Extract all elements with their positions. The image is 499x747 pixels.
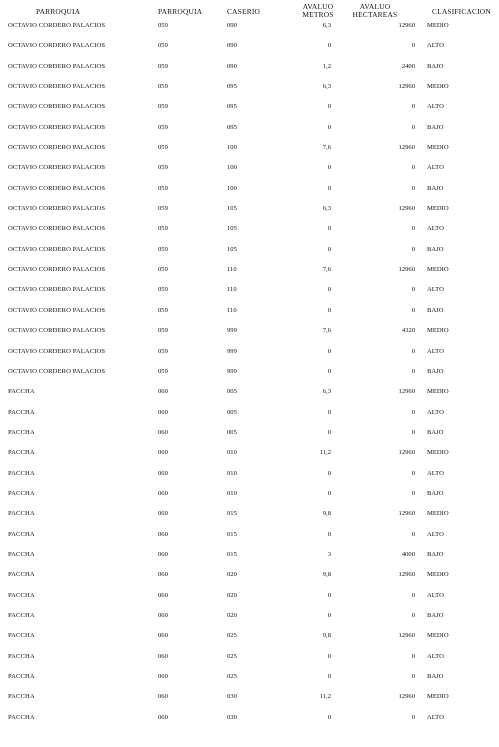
cell-parroquia: OCTAVIO CORDERO PALACIOS [8, 306, 106, 314]
cell-avaluo-hectareas: 0 [411, 652, 415, 660]
table-row [0, 405, 499, 425]
table-row [0, 608, 499, 628]
cell-caserio: 005 [227, 388, 237, 396]
cell-avaluo-hectareas: 12960 [398, 449, 415, 457]
cell-caserio: 025 [227, 652, 237, 660]
table-row [0, 466, 499, 486]
cell-codigo: 059 [158, 347, 168, 355]
cell-avaluo-hectareas: 0 [411, 347, 415, 355]
cell-clasificacion: BAJO [427, 673, 444, 680]
table-row [0, 221, 499, 241]
cell-avaluo-metros: 0 [327, 408, 331, 416]
cell-caserio: 010 [227, 489, 237, 497]
cell-codigo: 060 [158, 713, 168, 721]
cell-clasificacion: BAJO [427, 367, 444, 375]
cell-codigo: 060 [158, 632, 168, 640]
cell-avaluo-hectareas: 4320 [401, 327, 415, 335]
cell-codigo: 059 [158, 103, 168, 111]
cell-caserio: 015 [227, 530, 237, 538]
cell-parroquia: PACCHA [8, 408, 35, 416]
cell-codigo: 060 [158, 388, 168, 396]
header-caserio: CASERIO [227, 7, 261, 16]
cell-avaluo-metros: 7,6 [322, 266, 331, 274]
cell-codigo: 059 [158, 245, 168, 253]
cell-parroquia: OCTAVIO CORDERO PALACIOS [8, 42, 106, 50]
cell-caserio: 015 [227, 510, 237, 518]
cell-codigo: 060 [158, 550, 168, 558]
cell-avaluo-hectareas: 0 [411, 184, 415, 192]
header-parroquia-name: PARROQUIA [36, 7, 81, 16]
cell-codigo: 060 [158, 510, 168, 518]
cell-avaluo-hectareas: 0 [411, 42, 415, 50]
header-avaluo-hectareas-line2: HECTAREAS [352, 10, 398, 19]
cell-clasificacion: ALTO [427, 103, 444, 111]
cell-avaluo-hectareas: 0 [411, 489, 415, 497]
cell-parroquia: OCTAVIO CORDERO PALACIOS [8, 205, 106, 213]
cell-parroquia: OCTAVIO CORDERO PALACIOS [8, 266, 106, 274]
cell-parroquia: OCTAVIO CORDERO PALACIOS [8, 225, 106, 233]
header-avaluo-hectareas [350, 3, 400, 19]
cell-avaluo-hectareas: 12960 [398, 22, 415, 29]
cell-parroquia: PACCHA [8, 449, 35, 457]
cell-avaluo-hectareas: 12960 [398, 693, 415, 701]
cell-clasificacion: MEDIO [427, 266, 449, 274]
cell-avaluo-hectareas: 12960 [398, 388, 415, 396]
table-row [0, 689, 499, 709]
cell-avaluo-metros: 0 [327, 713, 331, 721]
cell-parroquia: PACCHA [8, 510, 35, 518]
cell-avaluo-hectareas: 12960 [398, 632, 415, 640]
cell-clasificacion: ALTO [427, 42, 444, 50]
table-row [0, 710, 499, 730]
cell-avaluo-metros: 6,3 [322, 205, 331, 213]
cell-avaluo-metros: 0 [327, 367, 331, 375]
cell-avaluo-metros: 0 [327, 103, 331, 111]
cell-avaluo-hectareas: 12960 [398, 266, 415, 274]
cell-parroquia: OCTAVIO CORDERO PALACIOS [8, 367, 106, 375]
cell-parroquia: OCTAVIO CORDERO PALACIOS [8, 83, 106, 91]
cell-caserio: 110 [227, 306, 237, 314]
cell-avaluo-metros: 1,2 [322, 62, 331, 70]
cell-clasificacion: MEDIO [427, 693, 449, 701]
cell-clasificacion: BAJO [427, 489, 444, 497]
cell-parroquia: OCTAVIO CORDERO PALACIOS [8, 245, 106, 253]
table-row [0, 527, 499, 547]
cell-parroquia: OCTAVIO CORDERO PALACIOS [8, 62, 106, 70]
cell-avaluo-hectareas: 12960 [398, 83, 415, 91]
cell-avaluo-metros: 0 [327, 245, 331, 253]
cell-clasificacion: BAJO [427, 306, 444, 314]
table-row [0, 262, 499, 282]
cell-avaluo-metros: 0 [327, 347, 331, 355]
cell-avaluo-hectareas: 0 [411, 428, 415, 436]
cell-avaluo-metros: 0 [327, 164, 331, 172]
cell-clasificacion: ALTO [427, 225, 444, 233]
cell-caserio: 020 [227, 591, 237, 599]
cell-clasificacion: MEDIO [427, 571, 449, 579]
cell-avaluo-hectareas: 0 [411, 367, 415, 375]
cell-avaluo-hectareas: 0 [411, 245, 415, 253]
cell-avaluo-metros: 0 [327, 530, 331, 538]
cell-codigo: 060 [158, 693, 168, 701]
cell-parroquia: OCTAVIO CORDERO PALACIOS [8, 164, 106, 172]
table-row [0, 506, 499, 526]
cell-caserio: 110 [227, 266, 237, 274]
cell-avaluo-metros: 0 [327, 123, 331, 131]
cell-parroquia: PACCHA [8, 388, 35, 396]
table-row [0, 140, 499, 160]
table-row [0, 201, 499, 221]
table-row [0, 628, 499, 648]
cell-codigo: 060 [158, 591, 168, 599]
cell-clasificacion: MEDIO [427, 632, 449, 640]
table-row [0, 303, 499, 323]
cell-avaluo-hectareas: 0 [411, 123, 415, 131]
cell-clasificacion: BAJO [427, 245, 444, 253]
cell-caserio: 105 [227, 225, 237, 233]
cell-parroquia: PACCHA [8, 530, 35, 538]
cell-avaluo-hectareas: 0 [411, 306, 415, 314]
cell-clasificacion: MEDIO [427, 449, 449, 457]
cell-avaluo-hectareas: 0 [411, 103, 415, 111]
cell-avaluo-hectareas: 0 [411, 530, 415, 538]
cell-parroquia: OCTAVIO CORDERO PALACIOS [8, 103, 106, 111]
cell-clasificacion: MEDIO [427, 388, 449, 396]
cell-clasificacion: ALTO [427, 713, 444, 721]
cell-clasificacion: MEDIO [427, 327, 449, 335]
cell-caserio: 105 [227, 205, 237, 213]
cell-clasificacion: BAJO [427, 62, 444, 70]
cell-clasificacion: ALTO [427, 652, 444, 660]
cell-avaluo-metros: 0 [327, 652, 331, 660]
cell-codigo: 059 [158, 144, 168, 152]
cell-avaluo-metros: 11,2 [319, 449, 331, 457]
header-avaluo-metros-line1: AVALUO [302, 2, 334, 11]
cell-codigo: 059 [158, 306, 168, 314]
cell-avaluo-hectareas: 0 [411, 164, 415, 172]
cell-caserio: 095 [227, 103, 237, 111]
cell-avaluo-hectareas: 0 [411, 673, 415, 680]
cell-avaluo-metros: 3 [327, 550, 331, 558]
cell-parroquia: PACCHA [8, 591, 35, 599]
cell-parroquia: OCTAVIO CORDERO PALACIOS [8, 347, 106, 355]
cell-caserio: 030 [227, 693, 237, 701]
cell-codigo: 059 [158, 266, 168, 274]
table-row [0, 588, 499, 608]
table-row [0, 181, 499, 201]
table-row [0, 364, 499, 384]
cell-caserio: 015 [227, 550, 237, 558]
cell-clasificacion: ALTO [427, 164, 444, 172]
cell-avaluo-hectareas: 12960 [398, 510, 415, 518]
cell-avaluo-metros: 9,8 [322, 571, 331, 579]
cell-parroquia: OCTAVIO CORDERO PALACIOS [8, 286, 106, 294]
cell-parroquia: PACCHA [8, 713, 35, 721]
cell-avaluo-hectareas: 0 [411, 225, 415, 233]
cell-caserio: 025 [227, 673, 237, 680]
cell-clasificacion: BAJO [427, 184, 444, 192]
cell-avaluo-metros: 0 [327, 469, 331, 477]
cell-avaluo-metros: 0 [327, 591, 331, 599]
cell-clasificacion: MEDIO [427, 22, 449, 29]
cell-caserio: 100 [227, 164, 237, 172]
cell-parroquia: OCTAVIO CORDERO PALACIOS [8, 184, 106, 192]
cell-avaluo-metros: 0 [327, 42, 331, 50]
cell-caserio: 110 [227, 286, 237, 294]
cell-clasificacion: ALTO [427, 347, 444, 355]
cell-parroquia: PACCHA [8, 428, 35, 436]
header-clasificacion: CLASIFICACION [432, 7, 491, 16]
table-row [0, 242, 499, 262]
cell-codigo: 060 [158, 408, 168, 416]
table-row [0, 282, 499, 302]
cell-clasificacion: MEDIO [427, 83, 449, 91]
cell-caserio: 020 [227, 611, 237, 619]
cell-clasificacion: ALTO [427, 286, 444, 294]
cell-caserio: 105 [227, 245, 237, 253]
cell-avaluo-metros: 6,3 [322, 22, 331, 29]
cell-clasificacion: MEDIO [427, 205, 449, 213]
cell-codigo: 059 [158, 83, 168, 91]
cell-avaluo-metros: 0 [327, 286, 331, 294]
cell-parroquia: PACCHA [8, 652, 35, 660]
cell-avaluo-metros: 11,2 [319, 693, 331, 701]
cell-avaluo-metros: 0 [327, 611, 331, 619]
table-row [0, 160, 499, 180]
cell-parroquia: PACCHA [8, 571, 35, 579]
table-row [0, 38, 499, 58]
cell-avaluo-metros: 0 [327, 306, 331, 314]
cell-caserio: 999 [227, 327, 237, 335]
cell-caserio: 100 [227, 184, 237, 192]
cell-codigo: 060 [158, 489, 168, 497]
cell-caserio: 020 [227, 571, 237, 579]
table-row [0, 344, 499, 364]
cell-parroquia: PACCHA [8, 632, 35, 640]
cell-avaluo-metros: 9,8 [322, 510, 331, 518]
cell-clasificacion: BAJO [427, 550, 444, 558]
cell-clasificacion: ALTO [427, 591, 444, 599]
cell-parroquia: PACCHA [8, 550, 35, 558]
table-row [0, 323, 499, 343]
cell-caserio: 005 [227, 428, 237, 436]
cell-parroquia: PACCHA [8, 693, 35, 701]
cell-caserio: 090 [227, 42, 237, 50]
cell-codigo: 059 [158, 367, 168, 375]
cell-codigo: 060 [158, 673, 168, 680]
cell-avaluo-hectareas: 2400 [401, 62, 415, 70]
cell-avaluo-metros: 9,8 [322, 632, 331, 640]
cell-codigo: 060 [158, 530, 168, 538]
header-avaluo-hectareas-line1: AVALUO [359, 2, 391, 11]
cell-parroquia: PACCHA [8, 611, 35, 619]
cell-codigo: 060 [158, 428, 168, 436]
cell-codigo: 059 [158, 205, 168, 213]
cell-clasificacion: MEDIO [427, 144, 449, 152]
header-avaluo-metros-line2: METROS [302, 10, 334, 19]
cell-codigo: 059 [158, 184, 168, 192]
cell-codigo: 059 [158, 164, 168, 172]
cell-caserio: 005 [227, 408, 237, 416]
cell-clasificacion: ALTO [427, 408, 444, 416]
cell-clasificacion: BAJO [427, 428, 444, 436]
table-row [0, 547, 499, 567]
table-row [0, 669, 499, 689]
cell-codigo: 060 [158, 571, 168, 579]
cell-codigo: 060 [158, 469, 168, 477]
cell-avaluo-metros: 6,3 [322, 83, 331, 91]
cell-avaluo-hectareas: 0 [411, 469, 415, 477]
cell-avaluo-metros: 0 [327, 184, 331, 192]
cell-codigo: 059 [158, 62, 168, 70]
cell-codigo: 060 [158, 652, 168, 660]
cell-avaluo-metros: 0 [327, 428, 331, 436]
cell-parroquia: OCTAVIO CORDERO PALACIOS [8, 327, 106, 335]
cell-avaluo-hectareas: 4000 [401, 550, 415, 558]
cell-avaluo-hectareas: 12960 [398, 205, 415, 213]
cell-avaluo-hectareas: 0 [411, 611, 415, 619]
cell-clasificacion: ALTO [427, 469, 444, 477]
cell-parroquia: OCTAVIO CORDERO PALACIOS [8, 22, 106, 29]
cell-codigo: 059 [158, 327, 168, 335]
cell-caserio: 095 [227, 83, 237, 91]
cell-codigo: 059 [158, 225, 168, 233]
cell-parroquia: OCTAVIO CORDERO PALACIOS [8, 123, 106, 131]
cell-parroquia: PACCHA [8, 673, 35, 680]
cell-caserio: 030 [227, 713, 237, 721]
cell-avaluo-metros: 7,6 [322, 144, 331, 152]
cell-caserio: 999 [227, 367, 237, 375]
cell-parroquia: OCTAVIO CORDERO PALACIOS [8, 144, 106, 152]
cell-codigo: 060 [158, 449, 168, 457]
cell-caserio: 090 [227, 22, 237, 29]
cell-caserio: 010 [227, 449, 237, 457]
cell-avaluo-metros: 0 [327, 225, 331, 233]
table-row [0, 99, 499, 119]
cell-codigo: 059 [158, 123, 168, 131]
table-row [0, 18, 499, 38]
cell-codigo: 059 [158, 22, 168, 29]
header-avaluo-metros [298, 3, 338, 19]
table-row [0, 567, 499, 587]
header-parroquia-code: PARROQUIA [158, 7, 203, 16]
cell-avaluo-hectareas: 0 [411, 591, 415, 599]
cell-clasificacion: MEDIO [427, 510, 449, 518]
cell-clasificacion: ALTO [427, 530, 444, 538]
table-body [0, 18, 499, 730]
cell-avaluo-hectareas: 12960 [398, 144, 415, 152]
cell-codigo: 060 [158, 611, 168, 619]
cell-caserio: 095 [227, 123, 237, 131]
cell-codigo: 059 [158, 42, 168, 50]
cell-clasificacion: BAJO [427, 611, 444, 619]
cell-caserio: 025 [227, 632, 237, 640]
cell-avaluo-metros: 6,3 [322, 388, 331, 396]
cell-avaluo-metros: 0 [327, 489, 331, 497]
table-row [0, 649, 499, 669]
cell-avaluo-hectareas: 0 [411, 713, 415, 721]
cell-parroquia: PACCHA [8, 489, 35, 497]
table-row [0, 486, 499, 506]
table-row [0, 59, 499, 79]
cell-caserio: 090 [227, 62, 237, 70]
cell-caserio: 999 [227, 347, 237, 355]
cell-avaluo-metros: 0 [327, 673, 331, 680]
table-row [0, 425, 499, 445]
cell-caserio: 010 [227, 469, 237, 477]
cell-codigo: 059 [158, 286, 168, 294]
cell-avaluo-hectareas: 12960 [398, 571, 415, 579]
cell-clasificacion: BAJO [427, 123, 444, 131]
table-row [0, 445, 499, 465]
cell-caserio: 100 [227, 144, 237, 152]
table-row [0, 384, 499, 404]
table-row [0, 120, 499, 140]
cell-avaluo-hectareas: 0 [411, 408, 415, 416]
cell-avaluo-metros: 7,6 [322, 327, 331, 335]
cell-parroquia: PACCHA [8, 469, 35, 477]
cell-avaluo-hectareas: 0 [411, 286, 415, 294]
table-row [0, 79, 499, 99]
